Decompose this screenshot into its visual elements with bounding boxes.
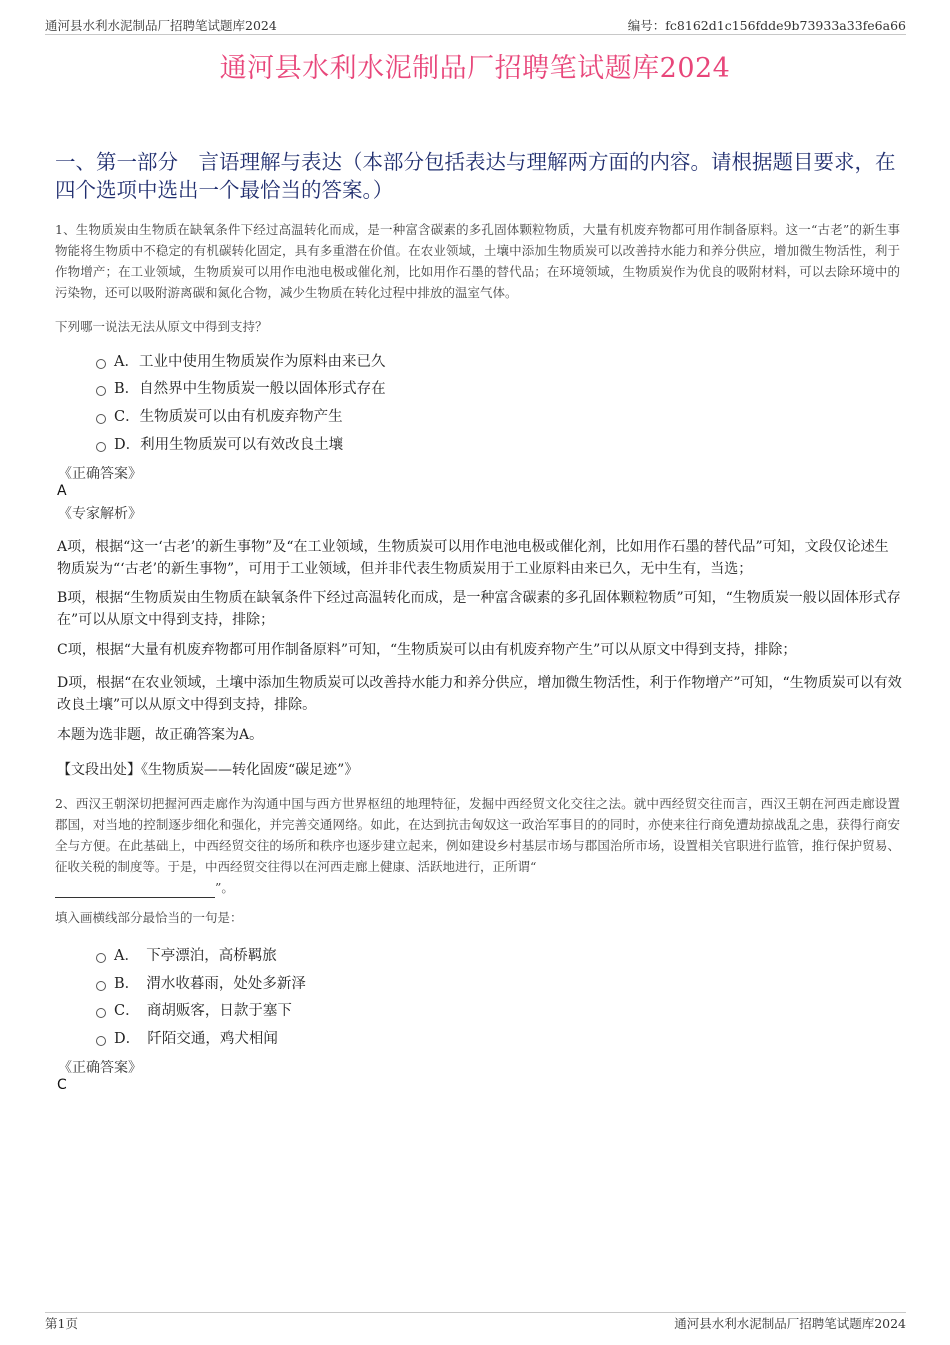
radio-icon[interactable] <box>96 953 106 963</box>
option-label: A．工业中使用生物质炭作为原料由来已久 <box>114 354 386 370</box>
q1-analysis-d: D项，根据“在农业领域，土壤中添加生物质炭可以改善持水能力和养分供应，增加微生物活性，利于作物增产”可知，“生物质炭可以有效改良土壤”可以从原文中得到支持，排除。 <box>57 675 902 713</box>
header-divider <box>45 34 906 35</box>
q2-option-b[interactable] <box>96 972 306 993</box>
q1-answer-label: 《正确答案》 <box>58 466 142 482</box>
radio-icon[interactable] <box>96 442 106 452</box>
page-title: 通河县水利水泥制品厂招聘笔试题库2024 <box>219 53 731 84</box>
radio-icon[interactable] <box>96 1008 106 1018</box>
option-label: A． 下亭漂泊，高桥羁旅 <box>114 948 277 964</box>
option-label: C． 商胡贩客，日款于塞下 <box>114 1003 292 1019</box>
radio-icon[interactable] <box>96 359 106 369</box>
q1-analysis-a: A项，根据“这一‘古老’的新生事物”及“在工业领域，生物质炭可以用作电池电极或催化剂，比如用作石墨的替代品”可知，文段仅论述生物质炭为“‘古老’的新生事物”，可用于工业领域，但并非代表生物质炭用于工业原料由来已久，无中生有，当选； <box>57 539 889 577</box>
q2-option-d[interactable] <box>96 1027 278 1048</box>
q1-option-c[interactable] <box>96 405 343 426</box>
q2-passage-text: 2、西汉王朝深切把握河西走廊作为沟通中国与西方世界枢纽的地理特征，发掘中西经贸文化交往之法。就中西经贸交往而言，西汉王朝在河西走廊设置郡国，对当地的控制逐步细化和强化，并完善交通网络。如此，在达到抗击匈奴这一政治军事目的的同时，亦使来往行商免遭劫掠战乱之患，获得行商安全与方便。在此基础上，中西经贸交往的场所和秩序也逐步建立起来，例如建设乡村基层市场与郡国治所市场，设置相关官职进行监管，推行保护贸易、征收关税的制度等。于是，中西经贸交往得以在河西走廊上健康、活跃地进行，正所谓“ <box>55 796 900 874</box>
footer-divider <box>45 1312 906 1313</box>
section-heading: 一、第一部分 言语理解与表达（本部分包括表达与理解两方面的内容。请根据题目要求，在四个选项中选出一个最恰当的答案。） <box>55 150 896 202</box>
option-label: B． 渭水收暮雨，处处多新泽 <box>114 976 306 992</box>
radio-icon[interactable] <box>96 386 106 396</box>
q1-passage: 1、生物质炭由生物质在缺氧条件下经过高温转化而成，是一种富含碳素的多孔固体颗粒物质，大量有机废弃物都可用作制备原料。这一“古老”的新生事物能将生物质中不稳定的有机碳转化固定，具有多重潜在价值。在农业领域，土壤中添加生物质炭可以改善持水能力和养分供应，增加微生物活性，利于作物增产；在工业领域，生物质炭可以用作电池电极或催化剂，比如用作石墨的替代品；在环境领域，生物质炭作为优良的吸附材料，可以去除环境中的污染物，还可以吸附游离碳和氮化合物，减少生物质在转化过程中排放的温室气体。 <box>55 222 900 300</box>
option-label: B．自然界中生物质炭一般以固体形式存在 <box>114 381 386 397</box>
q1-prompt: 下列哪一说法无法从原文中得到支持？ <box>55 319 268 334</box>
q2-passage-end: ”。 <box>215 880 234 895</box>
q1-conclusion: 本题为选非题，故正确答案为A。 <box>57 727 264 743</box>
header-doc-id: 编号：fc8162d1c156fdde9b73933a33fe6a66 <box>627 18 906 33</box>
fill-in-blank <box>55 883 215 898</box>
q2-answer-label: 《正确答案》 <box>58 1060 142 1076</box>
q1-answer: A <box>57 483 67 499</box>
header-doc-title: 通河县水利水泥制品厂招聘笔试题库2024 <box>45 18 277 33</box>
option-label: D． 阡陌交通，鸡犬相闻 <box>114 1031 278 1047</box>
q2-prompt: 填入画横线部分最恰当的一句是： <box>55 910 243 925</box>
q2-option-c[interactable] <box>96 999 292 1020</box>
q1-analysis-label: 《专家解析》 <box>58 506 142 522</box>
radio-icon[interactable] <box>96 1036 106 1046</box>
q1-analysis-b: B项，根据“生物质炭由生物质在缺氧条件下经过高温转化而成，是一种富含碳素的多孔固体颗粒物质”可知，“生物质炭一般以固体形式存在”可以从原文中得到支持，排除； <box>57 590 901 628</box>
q1-option-b[interactable] <box>96 377 386 398</box>
q2-answer: C <box>57 1077 67 1093</box>
option-label: C．生物质炭可以由有机废弃物产生 <box>114 409 343 425</box>
q1-option-d[interactable] <box>96 433 343 454</box>
q2-option-a[interactable] <box>96 944 277 965</box>
q1-analysis-c: C项，根据“大量有机废弃物都可用作制备原料”可知，“生物质炭可以由有机废弃物产生”可以从原文中得到支持，排除； <box>57 642 797 658</box>
radio-icon[interactable] <box>96 414 106 424</box>
radio-icon[interactable] <box>96 981 106 991</box>
q1-source: 【文段出处】《生物质炭——转化固废“碳足迹”》 <box>57 762 359 778</box>
q2-passage <box>55 793 900 898</box>
option-label: D．利用生物质炭可以有效改良土壤 <box>114 437 344 453</box>
footer-doc-title: 通河县水利水泥制品厂招聘笔试题库2024 <box>674 1316 906 1331</box>
q1-option-a[interactable] <box>96 350 385 371</box>
page-number: 第1页 <box>45 1316 78 1331</box>
